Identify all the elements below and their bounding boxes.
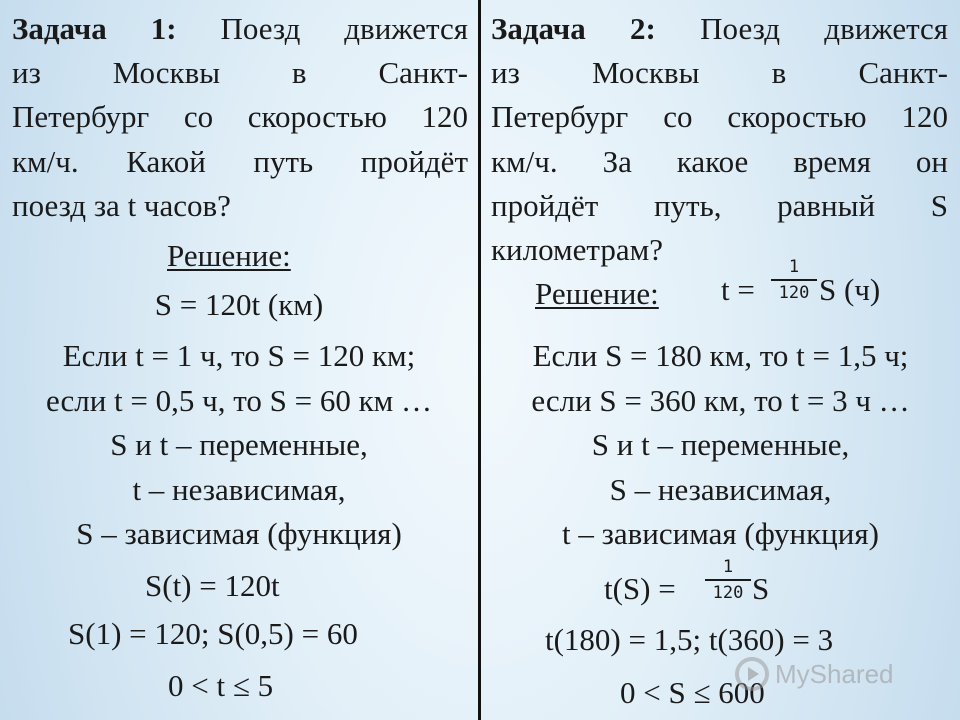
task1-independent: t – независимая,: [132, 472, 346, 507]
task2-dependent: t – зависимая (функция): [562, 516, 879, 551]
task1-formula: S = 120t (км): [154, 287, 324, 322]
task2-heading: Задача 2:: [491, 11, 656, 46]
task2-function-fraction: [705, 557, 751, 603]
task2-example-1: Если S = 180 км, то t = 1,5 ч;: [532, 338, 909, 373]
task2-line-1: [491, 13, 948, 44]
task2-line-2: из Москвы в Санкт-: [491, 55, 948, 90]
fraction-bar: [771, 279, 817, 281]
task1-line-3: Петербург со скоростью 120: [12, 99, 468, 134]
task1-line-5: поезд за t часов?: [12, 188, 231, 223]
task2-independent: S – независимая,: [609, 472, 832, 507]
fraction-denominator: 120: [778, 283, 810, 303]
task2-line1-text: Поезд движется: [700, 11, 949, 46]
task1-domain: 0 < t ≤ 5: [168, 668, 274, 703]
task1-line1-text: Поезд движется: [220, 11, 468, 46]
watermark-text: MyShared: [775, 658, 894, 689]
task2-line-6: километрам?: [491, 232, 663, 267]
task1-solution-label: Решение:: [167, 238, 291, 273]
task2-domain: 0 < S ≤ 600: [620, 675, 765, 710]
task2-values: t(180) = 1,5; t(360) = 3: [545, 622, 834, 657]
task1-example-1: Если t = 1 ч, то S = 120 км;: [62, 338, 416, 373]
task2-variables: S и t – переменные,: [591, 427, 850, 462]
task2-line-5: пройдёт путь, равный S: [491, 188, 948, 223]
task1-example-2: если t = 0,5 ч, то S = 60 км …: [45, 383, 433, 418]
task1-function: S(t) = 120t: [145, 568, 280, 603]
task2-solution-label: Решение:: [535, 276, 659, 311]
task2-example-2: если S = 360 км, то t = 3 ч …: [531, 383, 910, 418]
task1-line-2: из Москвы в Санкт-: [12, 55, 468, 90]
fraction-numerator: 1: [722, 557, 734, 577]
task2-function-left: t(S) =: [604, 571, 676, 606]
task2-function-right: S: [752, 571, 770, 606]
task1-variables: S и t – переменные,: [110, 427, 368, 462]
watermark: [735, 652, 935, 696]
fraction-numerator: 1: [788, 257, 800, 277]
task2-formula-right: S (ч): [819, 272, 881, 307]
task2-line-4: км/ч. За какое время он: [491, 144, 948, 179]
task1-values: S(1) = 120; S(0,5) = 60: [68, 616, 358, 651]
task1-heading: Задача 1:: [12, 11, 177, 46]
task1-dependent: S – зависимая (функция): [76, 516, 402, 551]
fraction-denominator: 120: [712, 583, 744, 603]
task1-line-4: км/ч. Какой путь пройдёт: [12, 144, 468, 179]
task2-formula-fraction: [771, 257, 817, 303]
task1-line-1: [12, 13, 468, 44]
task2-line-3: Петербург со скоростью 120: [491, 99, 948, 134]
play-icon: [735, 657, 769, 691]
task2-formula-left: t =: [721, 272, 755, 307]
fraction-bar: [705, 579, 751, 581]
